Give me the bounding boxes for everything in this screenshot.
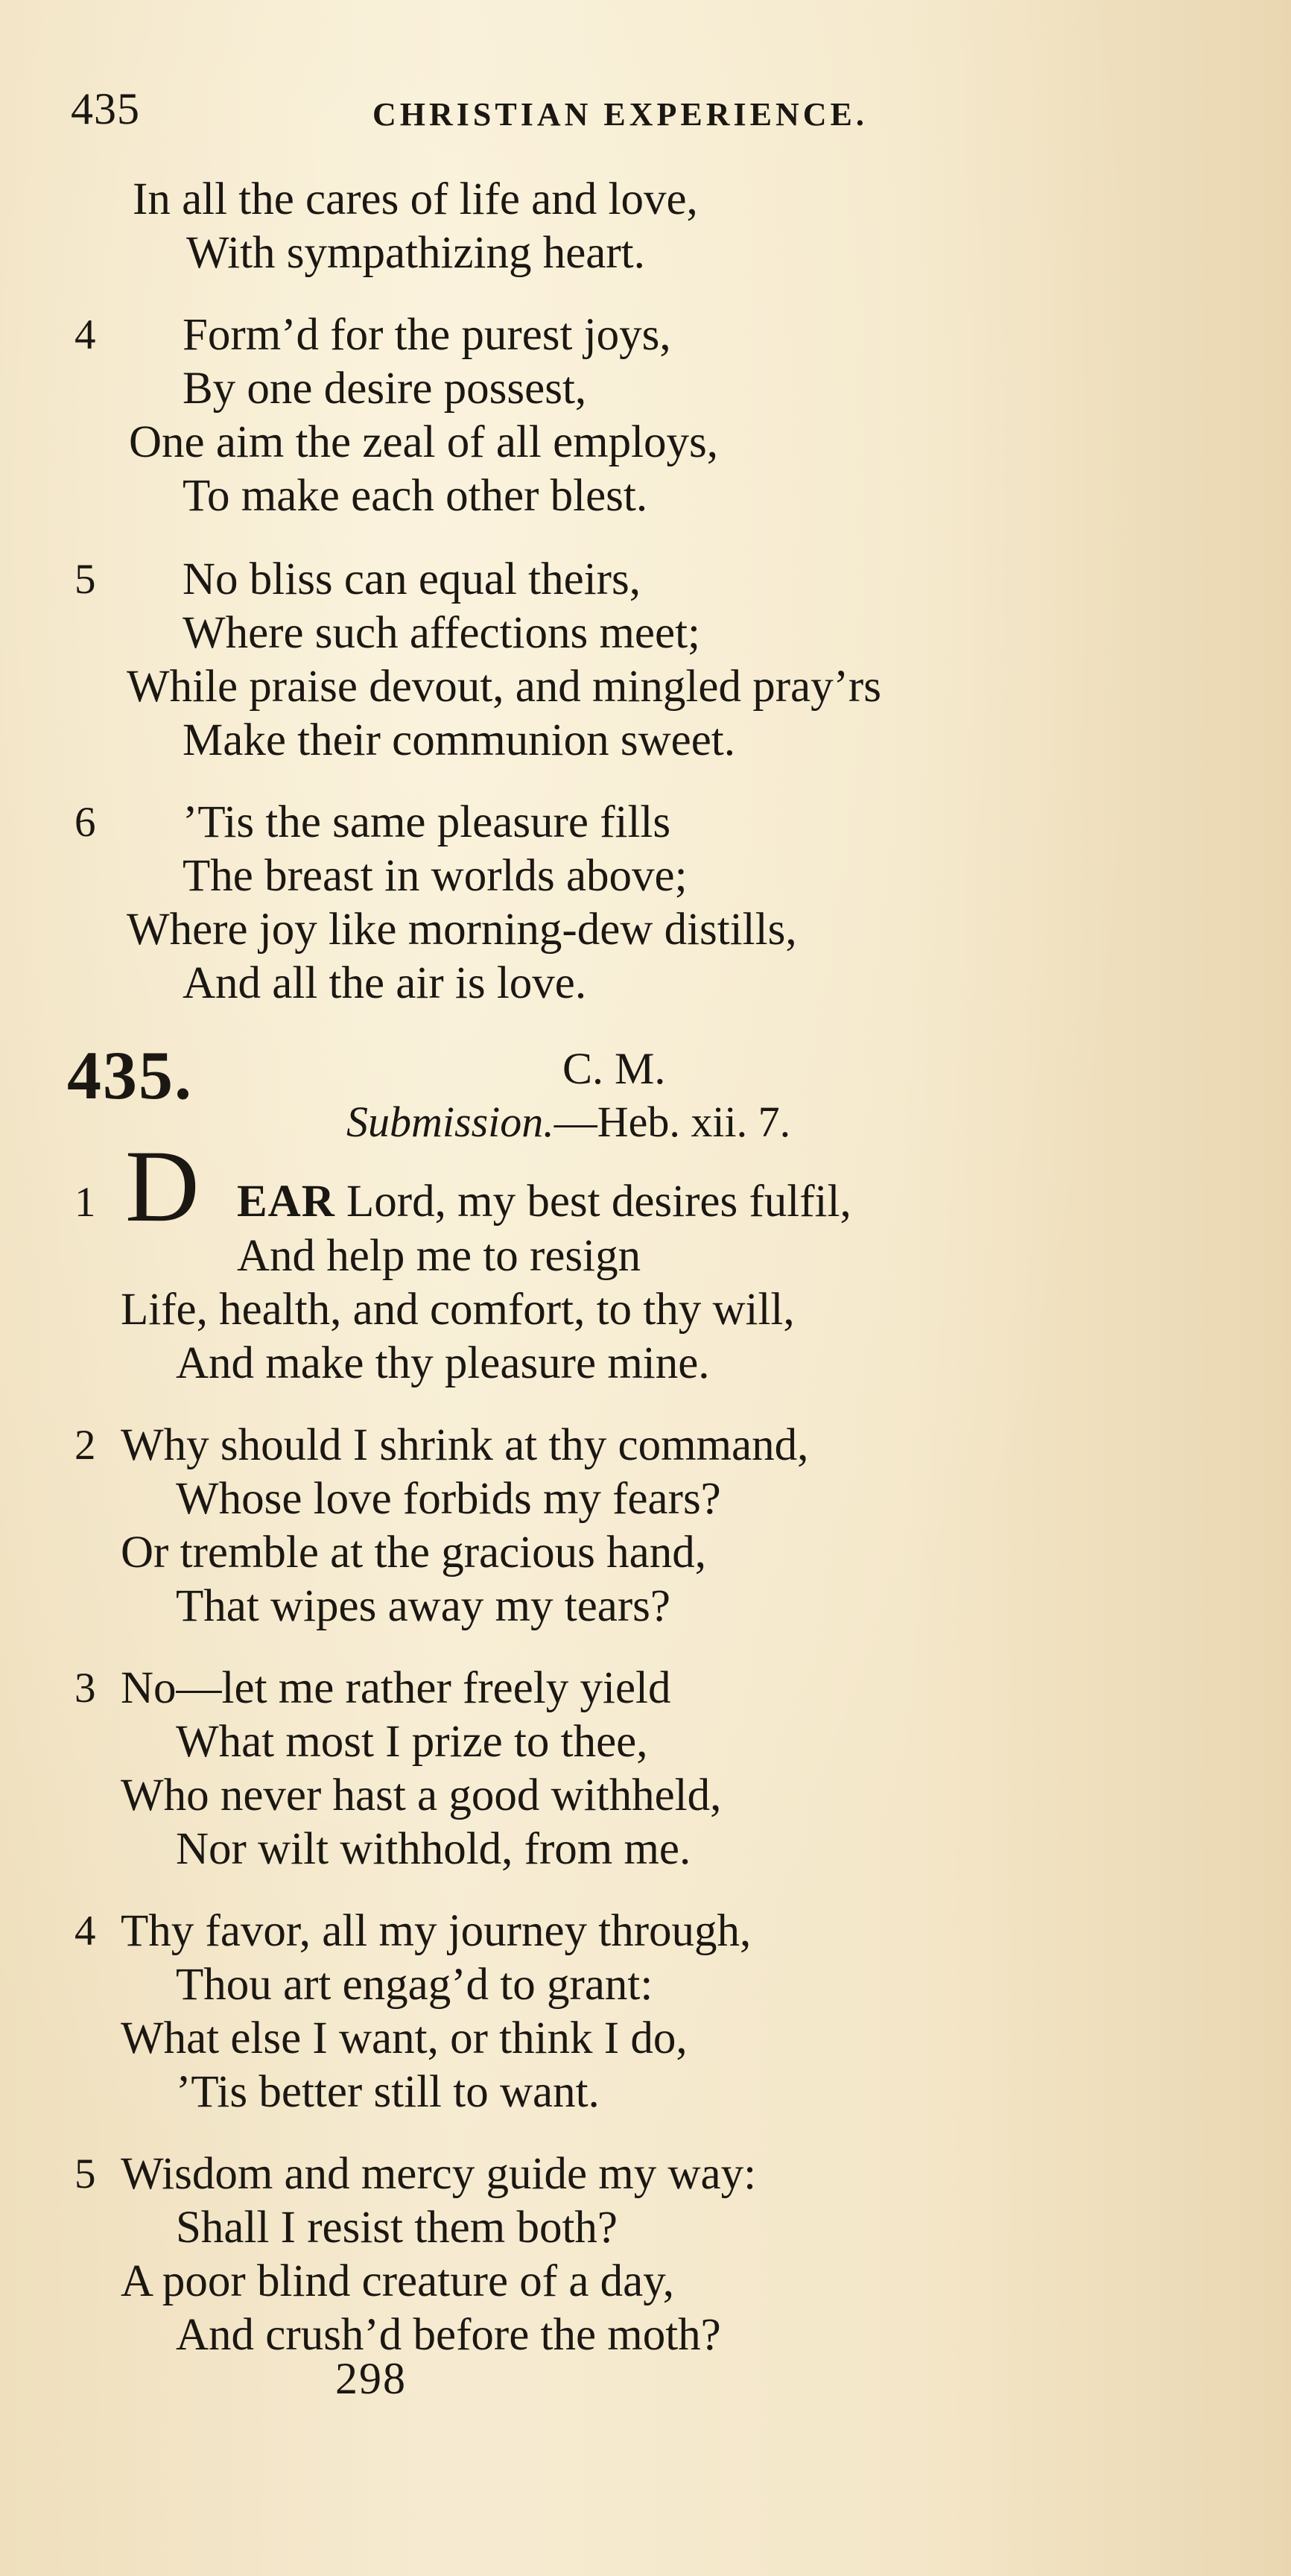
verse-line: Thy favor, all my journey through, <box>121 1906 752 1956</box>
verse-line: No—let me rather freely yield <box>121 1663 671 1713</box>
verse-line: Why should I shrink at thy command, <box>121 1420 809 1470</box>
verse-line: Where joy like morning-dew distills, <box>127 905 797 955</box>
subtitle-reference: —Heb. xii. 7. <box>553 1098 791 1146</box>
stanza-number: 4 <box>74 1908 96 1955</box>
verse-line: What most I prize to thee, <box>176 1717 648 1767</box>
verse-line: In all the cares of life and love, <box>133 174 698 224</box>
verse-line: One aim the zeal of all employs, <box>129 417 719 467</box>
verse-line: By one desire possest, <box>183 364 587 414</box>
verse-line: Wisdom and mercy guide my way: <box>121 2149 757 2199</box>
first-line-rest: Lord, my best desires fulfil, <box>334 1177 851 1227</box>
verse-line: And help me to resign <box>237 1231 641 1281</box>
first-word-caps: EAR <box>237 1177 335 1227</box>
verse-line: Where such affections meet; <box>183 608 700 658</box>
page-header <box>71 83 1039 143</box>
verse-line: What else I want, or think I do, <box>121 2013 688 2063</box>
page-number: 435 <box>71 84 140 133</box>
verse-line: Life, health, and comfort, to thy will, <box>121 1285 795 1335</box>
verse-line: And crush’d before the moth? <box>176 2310 721 2360</box>
hymn-subtitle <box>346 1097 790 1147</box>
stanza-number: 5 <box>74 556 96 603</box>
stanza-number: 6 <box>74 799 96 846</box>
verse-line: To make each other blest. <box>183 471 648 521</box>
verse-line: Who never hast a good withheld, <box>121 1770 722 1820</box>
subtitle-topic: Submission. <box>346 1098 554 1146</box>
verse-line: Shall I resist them both? <box>176 2203 618 2253</box>
verse-line: That wipes away my tears? <box>176 1581 670 1631</box>
footer-page-number: 298 <box>335 2354 407 2403</box>
verse-line: A poor blind creature of a day, <box>121 2256 675 2306</box>
verse-line: With sympathizing heart. <box>186 228 645 278</box>
stanza-number: 2 <box>74 1422 96 1469</box>
stanza-number: 4 <box>74 311 96 358</box>
verse-line: Or tremble at the gracious hand, <box>121 1528 706 1577</box>
verse-line: Nor wilt withhold, from me. <box>176 1824 691 1874</box>
hymn-meter: C. M. <box>562 1044 666 1093</box>
stanza-number: 3 <box>74 1665 96 1712</box>
stanza-number: 5 <box>74 2151 96 2197</box>
verse-line: Make their communion sweet. <box>183 715 735 765</box>
verse-line: The breast in worlds above; <box>183 851 688 901</box>
verse-line: No bliss can equal theirs, <box>183 554 641 604</box>
running-title: CHRISTIAN EXPERIENCE. <box>372 96 868 133</box>
verse-line: Form’d for the purest joys, <box>183 310 671 360</box>
verse-line: ’Tis better still to want. <box>176 2067 600 2117</box>
verse-line: Thou art engag’d to grant: <box>176 1960 653 2010</box>
drop-cap: D <box>125 1129 200 1243</box>
verse-line: While praise devout, and mingled pray’rs <box>127 662 881 712</box>
verse-line: Whose love forbids my fears? <box>176 1474 721 1524</box>
verse-line: ’Tis the same pleasure fills <box>183 797 671 847</box>
first-verse-line <box>237 1176 851 1228</box>
stanza-number: 1 <box>74 1179 96 1226</box>
verse-line: And make thy pleasure mine. <box>176 1338 710 1388</box>
verse-line: And all the air is love. <box>183 958 587 1008</box>
hymn-number: 435. <box>67 1037 193 1113</box>
